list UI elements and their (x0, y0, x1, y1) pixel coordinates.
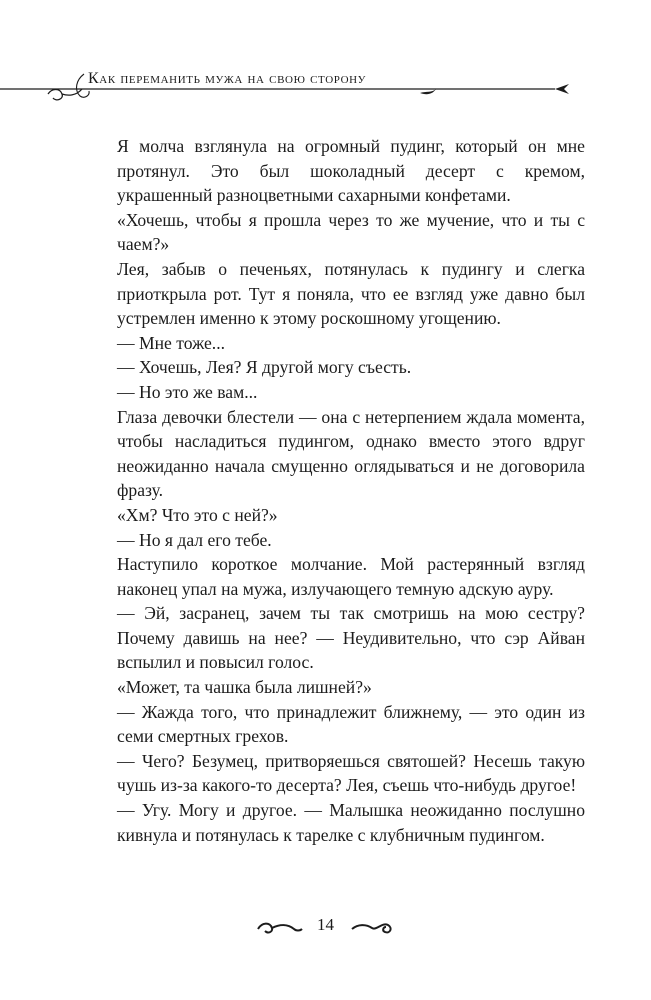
page-number: 14 (317, 915, 334, 934)
paragraph-8: «Хм? Что это с ней?» (117, 504, 278, 525)
paragraph-3: Лея, забыв о печеньях, потянулась к пудингу и слегка приоткрыла рот. Тут я поняла, что ее взгляд уже давно был устремлен именно к этому роскошному угощению. (117, 258, 585, 329)
paragraph-13: — Жажда того, что принадлежит ближнему, — это один из семи смертных грехов. (117, 701, 585, 747)
paragraph-11: — Эй, засранец, зачем ты так смотришь на мою сестру? Почему давишь на нее? — Неудивительно, что сэр Айван вспылил и повысил голос. (117, 603, 585, 673)
running-head-title: Как переманить мужа на свою сторону (88, 70, 367, 87)
paragraph-15: — Угу. Могу и другое. — Малышка неожиданно послушно кивнула и потянулась к тарелке с клубничным пудингом. (117, 800, 585, 845)
paragraph-7: Глаза девочки блестели — она с нетерпением ждала момента, чтобы насладиться пудингом, однако вместо этого вдруг неожиданно начала смущенно оглядываться и не договорила фразу. (117, 406, 585, 501)
paragraph-5: — Хочешь, Лея? Я другой могу съесть. (117, 357, 412, 378)
paragraph-1: Я молча взглянула на огромный пудинг, который он мне протянул. Это был шоколадный десерт с кремом, украшенный разноцветными сахарными конфетами. (117, 136, 585, 206)
body-text (117, 134, 585, 847)
paragraph-4: — Мне тоже... (117, 332, 226, 353)
page-folio (0, 912, 651, 942)
paragraph-12: «Может, та чашка была лишней?» (117, 677, 372, 698)
paragraph-6: — Но это же вам... (117, 381, 258, 402)
paragraph-14: — Чего? Безумец, притворяешься святошей? Несешь такую чушь из-за какого-то десерта? Лея, съешь что-нибудь другое! (117, 750, 585, 796)
running-header (0, 60, 651, 110)
paragraph-9: — Но я дал его тебе. (117, 529, 272, 550)
paragraph-10: Наступило короткое молчание. Мой растерянный взгляд наконец упал на мужа, излучающего темную адскую ауру. (117, 554, 585, 599)
paragraph-2: «Хочешь, чтобы я прошла через то же мучение, что и ты с чаем?» (117, 209, 585, 255)
